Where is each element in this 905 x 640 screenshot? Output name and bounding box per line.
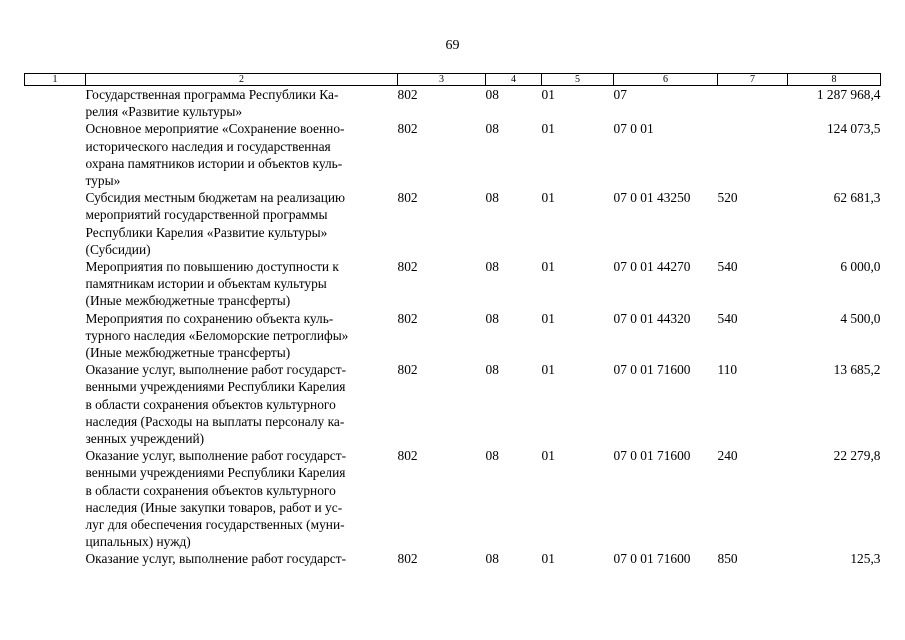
row-section-code: 08 [485, 448, 499, 464]
row-name: Субсидия местным бюджетам на реализацию мероприятий государственной программы Республики Карелия «Развитие культуры» (Субсидии) [85, 190, 346, 257]
row-amount: 62 681,3 [833, 190, 881, 206]
row-amount: 1 287 968,4 [816, 87, 881, 102]
row-expense-type-code [718, 86, 788, 121]
row-target-article-code: 07 0 01 43250 [613, 190, 691, 206]
page-number: 69 [445, 38, 460, 53]
row-subsection-code: 01 [541, 259, 555, 275]
row-expense-type-code: 540 [717, 259, 738, 275]
row-expense-type-code: 520 [717, 190, 738, 206]
row-name: Основное мероприятие «Сохранение военно- исторического наследия и государственная охрана памятников истории и объектов куль- туры» [85, 121, 345, 189]
row-ved-code: 802 [397, 310, 418, 326]
budget-table [24, 73, 881, 568]
row-subsection-code: 01 [541, 190, 555, 206]
row-ved-code: 802 [397, 121, 418, 137]
row-name: Оказание услуг, выполнение работ государст- [85, 551, 347, 567]
row-section-code: 08 [485, 190, 499, 206]
row-name: Оказание услуг, выполнение работ государст- венными учреждениями Республики Карелия в области сохранения объектов культурного наследия (Расходы на выплаты персоналу ка- зенных учреждений) [85, 362, 347, 447]
row-section-code: 08 [485, 551, 499, 567]
row-ved-code: 802 [397, 551, 418, 567]
row-amount: 125,3 [850, 551, 881, 567]
header-col-5: 5 [542, 74, 614, 86]
row-col-1 [25, 310, 86, 362]
row-subsection-code: 01 [541, 448, 555, 464]
header-col-3: 3 [398, 74, 486, 86]
row-col-1 [25, 189, 86, 258]
row-expense-type-code: 240 [717, 448, 738, 464]
row-col-1 [25, 447, 86, 550]
row-amount: 6 000,0 [840, 259, 881, 275]
row-target-article-code: 07 0 01 71600 [613, 448, 691, 464]
row-subsection-code: 01 [541, 362, 555, 378]
row-col-1 [25, 361, 86, 447]
row-ved-code: 802 [397, 87, 418, 102]
row-section-code: 08 [485, 310, 499, 326]
row-subsection-code: 01 [541, 551, 555, 567]
table-row [25, 447, 881, 550]
row-name: Государственная программа Республики Ка- релия «Развитие культуры» [85, 87, 339, 120]
header-col-7: 7 [718, 74, 788, 86]
row-expense-type-code: 540 [717, 310, 738, 326]
header-col-1: 1 [25, 74, 86, 86]
row-name: Мероприятия по сохранению объекта куль- турного наследия «Беломорские петроглифы» (Иные межбюджетные трансферты) [85, 310, 349, 361]
row-section-code: 08 [485, 87, 499, 102]
row-target-article-code: 07 0 01 44270 [613, 259, 691, 275]
row-ved-code: 802 [397, 259, 418, 275]
row-target-article-code: 07 0 01 71600 [613, 551, 691, 567]
row-subsection-code: 01 [541, 121, 555, 137]
row-section-code: 08 [485, 121, 499, 137]
header-col-2: 2 [86, 74, 398, 86]
row-col-1 [25, 86, 86, 121]
row-target-article-code: 07 0 01 [613, 121, 654, 137]
row-target-article-code: 07 [613, 87, 627, 102]
header-col-4: 4 [486, 74, 542, 86]
table-row [25, 189, 881, 258]
row-target-article-code: 07 0 01 44320 [613, 310, 691, 326]
row-expense-type-code: 110 [717, 362, 738, 378]
header-col-8: 8 [788, 74, 881, 86]
row-name: Мероприятия по повышению доступности к памятникам истории и объектам культуры (Иные межбюджетные трансферты) [85, 259, 339, 309]
table-body [25, 86, 881, 568]
table-row [25, 86, 881, 121]
table-row [25, 361, 881, 447]
row-ved-code: 802 [397, 190, 418, 206]
row-section-code: 08 [485, 259, 499, 275]
row-amount: 4 500,0 [840, 310, 881, 326]
row-col-1 [25, 258, 86, 310]
table-header [25, 74, 881, 86]
row-amount: 124 073,5 [826, 121, 881, 137]
row-col-1 [25, 120, 86, 189]
row-ved-code: 802 [397, 362, 418, 378]
row-subsection-code: 01 [541, 87, 555, 102]
row-section-code: 08 [485, 362, 499, 378]
table-row [25, 120, 881, 189]
table-row [25, 550, 881, 567]
row-amount: 13 685,2 [833, 362, 881, 378]
header-col-6: 6 [614, 74, 718, 86]
table-row [25, 258, 881, 310]
row-target-article-code: 07 0 01 71600 [613, 362, 691, 378]
table-row [25, 310, 881, 362]
row-col-1 [25, 550, 86, 567]
row-name: Оказание услуг, выполнение работ государст- венными учреждениями Республики Карелия в области сохранения объектов культурного наследия (Иные закупки товаров, работ и ус- луг для обеспечения государственных (муни- ципальных) нужд) [85, 448, 347, 550]
row-amount: 22 279,8 [833, 448, 881, 464]
row-subsection-code: 01 [541, 310, 555, 326]
row-expense-type-code: 850 [717, 551, 738, 567]
row-expense-type-code [718, 120, 788, 189]
row-ved-code: 802 [397, 448, 418, 464]
